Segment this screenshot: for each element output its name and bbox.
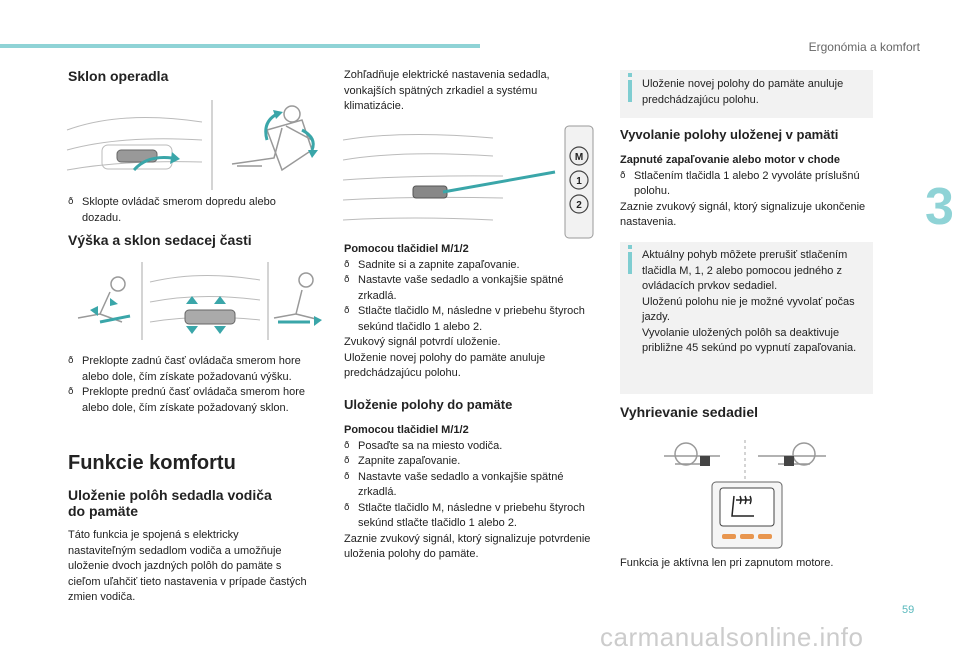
col3-steps bbox=[620, 153, 870, 231]
heading-ulozenie-line1: Uloženie polôh sedadla vodiča bbox=[68, 487, 272, 503]
subheading-pomocou: Pomocou tlačidiel M/1/2 bbox=[344, 424, 469, 436]
list-item: ð Stlačte tlačidlo M, následne v priebehu štyroch sekúnd stlačte tlačidlo 1 alebo 2. bbox=[344, 501, 592, 532]
final-text: Zaznie zvukový signál, ktorý signalizuje potvrdenie uloženia polohy do pamäte. bbox=[344, 532, 591, 560]
memory-button-2: 2 bbox=[576, 200, 582, 211]
after-text: Zaznie zvukový signál, ktorý signalizuje ukončenie nastavenia. bbox=[620, 200, 866, 228]
col2-steps2 bbox=[344, 423, 592, 563]
seat-heating-illustration bbox=[660, 440, 830, 552]
page-number: 59 bbox=[902, 604, 915, 616]
header-accent-bar bbox=[0, 44, 480, 48]
chapter-number: 3 bbox=[925, 185, 960, 229]
heading-ulozenie-polohy-wrap bbox=[344, 397, 594, 412]
intro-text: Zohľadňuje elektrické nastavenia sedadla, vonkajších spätných zrkadiel a systému klimatizácie. bbox=[344, 69, 550, 112]
watermark: carmanualsonline.info bbox=[600, 622, 864, 652]
memory-buttons-illustration bbox=[343, 120, 595, 242]
info-line: Aktuálny pohyb môžete prerušiť stlačením tlačidla M, 1, 2 alebo pomocou jedného z ovládacích prvkov sedadiel. bbox=[642, 249, 848, 292]
after-text: Zvukový signál potvrdí uloženie. bbox=[344, 336, 501, 348]
info-line: Uloženú polohu nie je možné vyvolať počas jazdy. bbox=[642, 295, 855, 323]
heading-funkcie: Funkcie komfortu bbox=[68, 452, 236, 474]
sklon-list bbox=[68, 195, 313, 226]
heading-vyska: Výška a sklon sedacej časti bbox=[68, 232, 252, 248]
info-text-1: Uloženie novej polohy do pamäte anuluje predchádzajúcu polohu. bbox=[642, 78, 844, 106]
subheading-pomocou: Pomocou tlačidiel M/1/2 bbox=[344, 243, 469, 255]
info-icon bbox=[628, 252, 632, 274]
list-item: ð Stlačením tlačidla 1 alebo 2 vyvoláte príslušnú polohu. bbox=[620, 169, 870, 200]
heading-funkcie-wrap bbox=[68, 452, 318, 475]
list-item: ð Nastavte vaše sedadlo a vonkajšie spätné zrkadlá. bbox=[344, 470, 592, 501]
info-line: Vyvolanie uložených polôh sa deaktivuje približne 45 sekúnd po vypnutí zapaľovania. bbox=[642, 326, 857, 354]
list-item: ð Zapnite zapaľovanie. bbox=[344, 454, 592, 470]
seat-height-illustration bbox=[70, 262, 332, 340]
heading-ulozenie-polohy: Uloženie polohy do pamäte bbox=[344, 397, 513, 412]
seat-recline-illustration bbox=[62, 100, 322, 190]
info-box-1 bbox=[620, 70, 873, 118]
heading-ulozenie-wrap bbox=[68, 487, 318, 519]
heading-vyhrievanie-wrap bbox=[620, 404, 880, 420]
memory-button-1: 1 bbox=[576, 176, 582, 187]
list-item: ð Posaďte sa na miesto vodiča. bbox=[344, 439, 592, 455]
list-item: ð Sklopte ovládač smerom dopredu alebo dozadu. bbox=[68, 195, 313, 226]
heading-sklon: Sklon operadla bbox=[68, 68, 169, 84]
list-item: ð Nastavte vaše sedadlo a vonkajšie spätné zrkadlá. bbox=[344, 273, 592, 304]
heading-vyska-wrap bbox=[68, 232, 318, 248]
list-item: ð Sadnite si a zapnite zapaľovanie. bbox=[344, 258, 592, 274]
heading-vyhrievanie: Vyhrievanie sedadiel bbox=[620, 404, 758, 420]
col2-steps1 bbox=[344, 242, 592, 382]
list-item: ð Preklopte prednú časť ovládača smerom hore alebo dole, čím získate požadovaný sklon. bbox=[68, 385, 313, 416]
list-item: ð Preklopte zadnú časť ovládača smerom hore alebo dole, čím získate požadovanú výšku. bbox=[68, 354, 313, 385]
col1 bbox=[68, 68, 318, 84]
vyska-list bbox=[68, 354, 313, 416]
subheading-zapnute: Zapnuté zapaľovanie alebo motor v chode bbox=[620, 154, 840, 166]
list-item: ð Stlačte tlačidlo M, následne v priebehu štyroch sekúnd tlačidlo 1 alebo 2. bbox=[344, 304, 592, 335]
section-title: Ergonómia a komfort bbox=[808, 40, 920, 54]
heading-ulozenie-line2: do pamäte bbox=[68, 503, 139, 519]
memory-button-m: M bbox=[574, 152, 584, 163]
para-ulozenie: Táto funkcia je spojená s elektricky nastaviteľným sedadlom vodiča a umožňuje uloženie dvoch jazdných polôh do pamäte s cieľom uľahčiť tieto nastavenia v prípade častých zmien vodiča. bbox=[68, 529, 307, 603]
heading-vyvolanie-wrap bbox=[620, 127, 880, 142]
info-box-2 bbox=[620, 242, 873, 394]
heading-vyvolanie: Vyvolanie polohy uloženej v pamäti bbox=[620, 127, 839, 142]
info-text-2 bbox=[642, 248, 868, 357]
info-icon bbox=[628, 80, 632, 102]
after-text: Uloženie novej polohy do pamäte anuluje predchádzajúcu polohu. bbox=[344, 351, 546, 379]
heating-note: Funkcia je aktívna len pri zapnutom motore. bbox=[620, 557, 834, 569]
